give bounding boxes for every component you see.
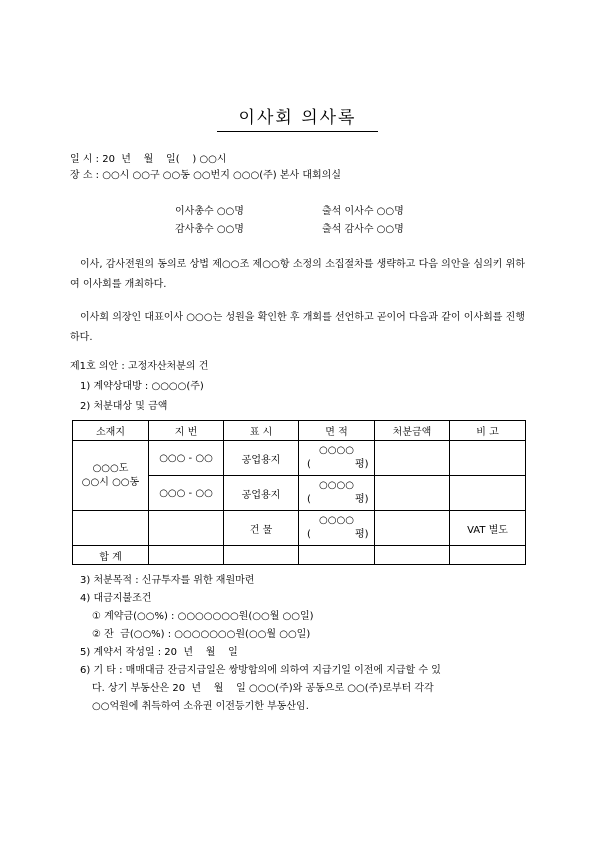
location-province: ○○○도: [92, 462, 129, 474]
meeting-place: 장 소 : ○○시 ○○구 ○○동 ○○번지 ○○○(주) 본사 대회의실: [70, 170, 342, 181]
area-cell: [299, 476, 375, 511]
agenda-item-other-line3: ○○억원에 취득하여 소유권 이전등기한 부동산임.: [92, 701, 309, 712]
document-title: 이사회 의사록: [217, 103, 379, 132]
area-value: ○○○○: [319, 515, 354, 526]
document-title-wrap: [0, 103, 595, 132]
lot-cell: ○○○ - ○○: [149, 441, 224, 476]
auditors-present: 출석 감사수 ○○명: [322, 224, 404, 235]
agenda-item-other-line2: 다. 상기 부동산은 20 년 월 일 ○○○(주)와 공동으로 ○○(주)로부터 각각: [92, 683, 434, 694]
label-cell: 공업용지: [224, 476, 299, 511]
label-cell: 공업용지: [224, 441, 299, 476]
total-label-col: [224, 546, 299, 565]
lot-cell: [149, 511, 224, 546]
meeting-datetime: 일 시 : 20 년 월 일( ) ○○시: [70, 154, 227, 165]
header-amount: 처분금액: [375, 421, 450, 441]
agenda-item-other-line1: 6) 기 타 : 매매대금 잔금지급일은 쌍방합의에 의하여 지급기일 이전에 지급할 수 있: [80, 665, 441, 676]
header-label: 표 시: [224, 421, 299, 441]
directors-total: 이사총수 ○○명: [175, 206, 244, 217]
agenda-title: 제1호 의안 : 고정자산처분의 건: [70, 361, 209, 372]
area-unit: ( 평): [307, 529, 369, 540]
header-lot: 지 번: [149, 421, 224, 441]
total-area: [299, 546, 375, 565]
agenda-item-disposal-target: 2) 처분대상 및 금액: [80, 401, 168, 412]
asset-table: [72, 420, 526, 565]
area-unit: ( 평): [307, 459, 369, 470]
table-total-row: [73, 546, 526, 565]
note-cell: VAT 별도: [450, 511, 526, 546]
total-label: 합 계: [73, 546, 149, 565]
note-cell: [450, 441, 526, 476]
amount-cell: [375, 441, 450, 476]
paragraph-proceeding: 이사회 의장인 대표이사 ○○○는 성원을 확인한 후 개회를 선언하고 곧이어 다음과 같이 이사회를 진행하다.: [70, 312, 525, 343]
header-note: 비 고: [450, 421, 526, 441]
amount-cell: [375, 476, 450, 511]
note-cell: [450, 476, 526, 511]
area-value: ○○○○: [319, 445, 354, 456]
payment-balance: ② 잔 금(○○%) : ○○○○○○○원(○○월 ○○일): [92, 629, 311, 640]
table-header-row: [73, 421, 526, 441]
location-city: ○○시 ○○동: [81, 476, 140, 488]
total-amount: [375, 546, 450, 565]
area-cell: [299, 511, 375, 546]
auditors-total: 감사총수 ○○명: [175, 224, 244, 235]
header-area: 면 적: [299, 421, 375, 441]
total-lot: [149, 546, 224, 565]
agenda-item-contract-date: 5) 계약서 작성일 : 20 년 월 일: [80, 647, 238, 658]
directors-present: 출석 이사수 ○○명: [322, 206, 404, 217]
agenda-item-counterparty: 1) 계약상대방 : ○○○○(주): [80, 381, 204, 392]
label-cell: 건 물: [224, 511, 299, 546]
lot-cell: ○○○ - ○○: [149, 476, 224, 511]
area-cell: [299, 441, 375, 476]
total-note: [450, 546, 526, 565]
table-row: [73, 511, 526, 546]
area-value: ○○○○: [319, 480, 354, 491]
location-cell: [73, 441, 149, 511]
header-location: 소재지: [73, 421, 149, 441]
agenda-item-payment-terms: 4) 대금지불조건: [80, 593, 152, 604]
paragraph-convening: 이사, 감사전원의 동의로 상법 제○○조 제○○항 소정의 소집절차를 생략하고 다음 의안을 심의키 위하여 이사회를 개최하다.: [70, 259, 525, 290]
payment-deposit: ① 계약금(○○%) : ○○○○○○○원(○○월 ○○일): [92, 611, 314, 622]
table-row: [73, 441, 526, 476]
location-cell-empty: [73, 511, 149, 546]
agenda-item-purpose: 3) 처분목적 : 신규투자를 위한 재원마련: [80, 575, 255, 586]
amount-cell: [375, 511, 450, 546]
area-unit: ( 평): [307, 494, 369, 505]
